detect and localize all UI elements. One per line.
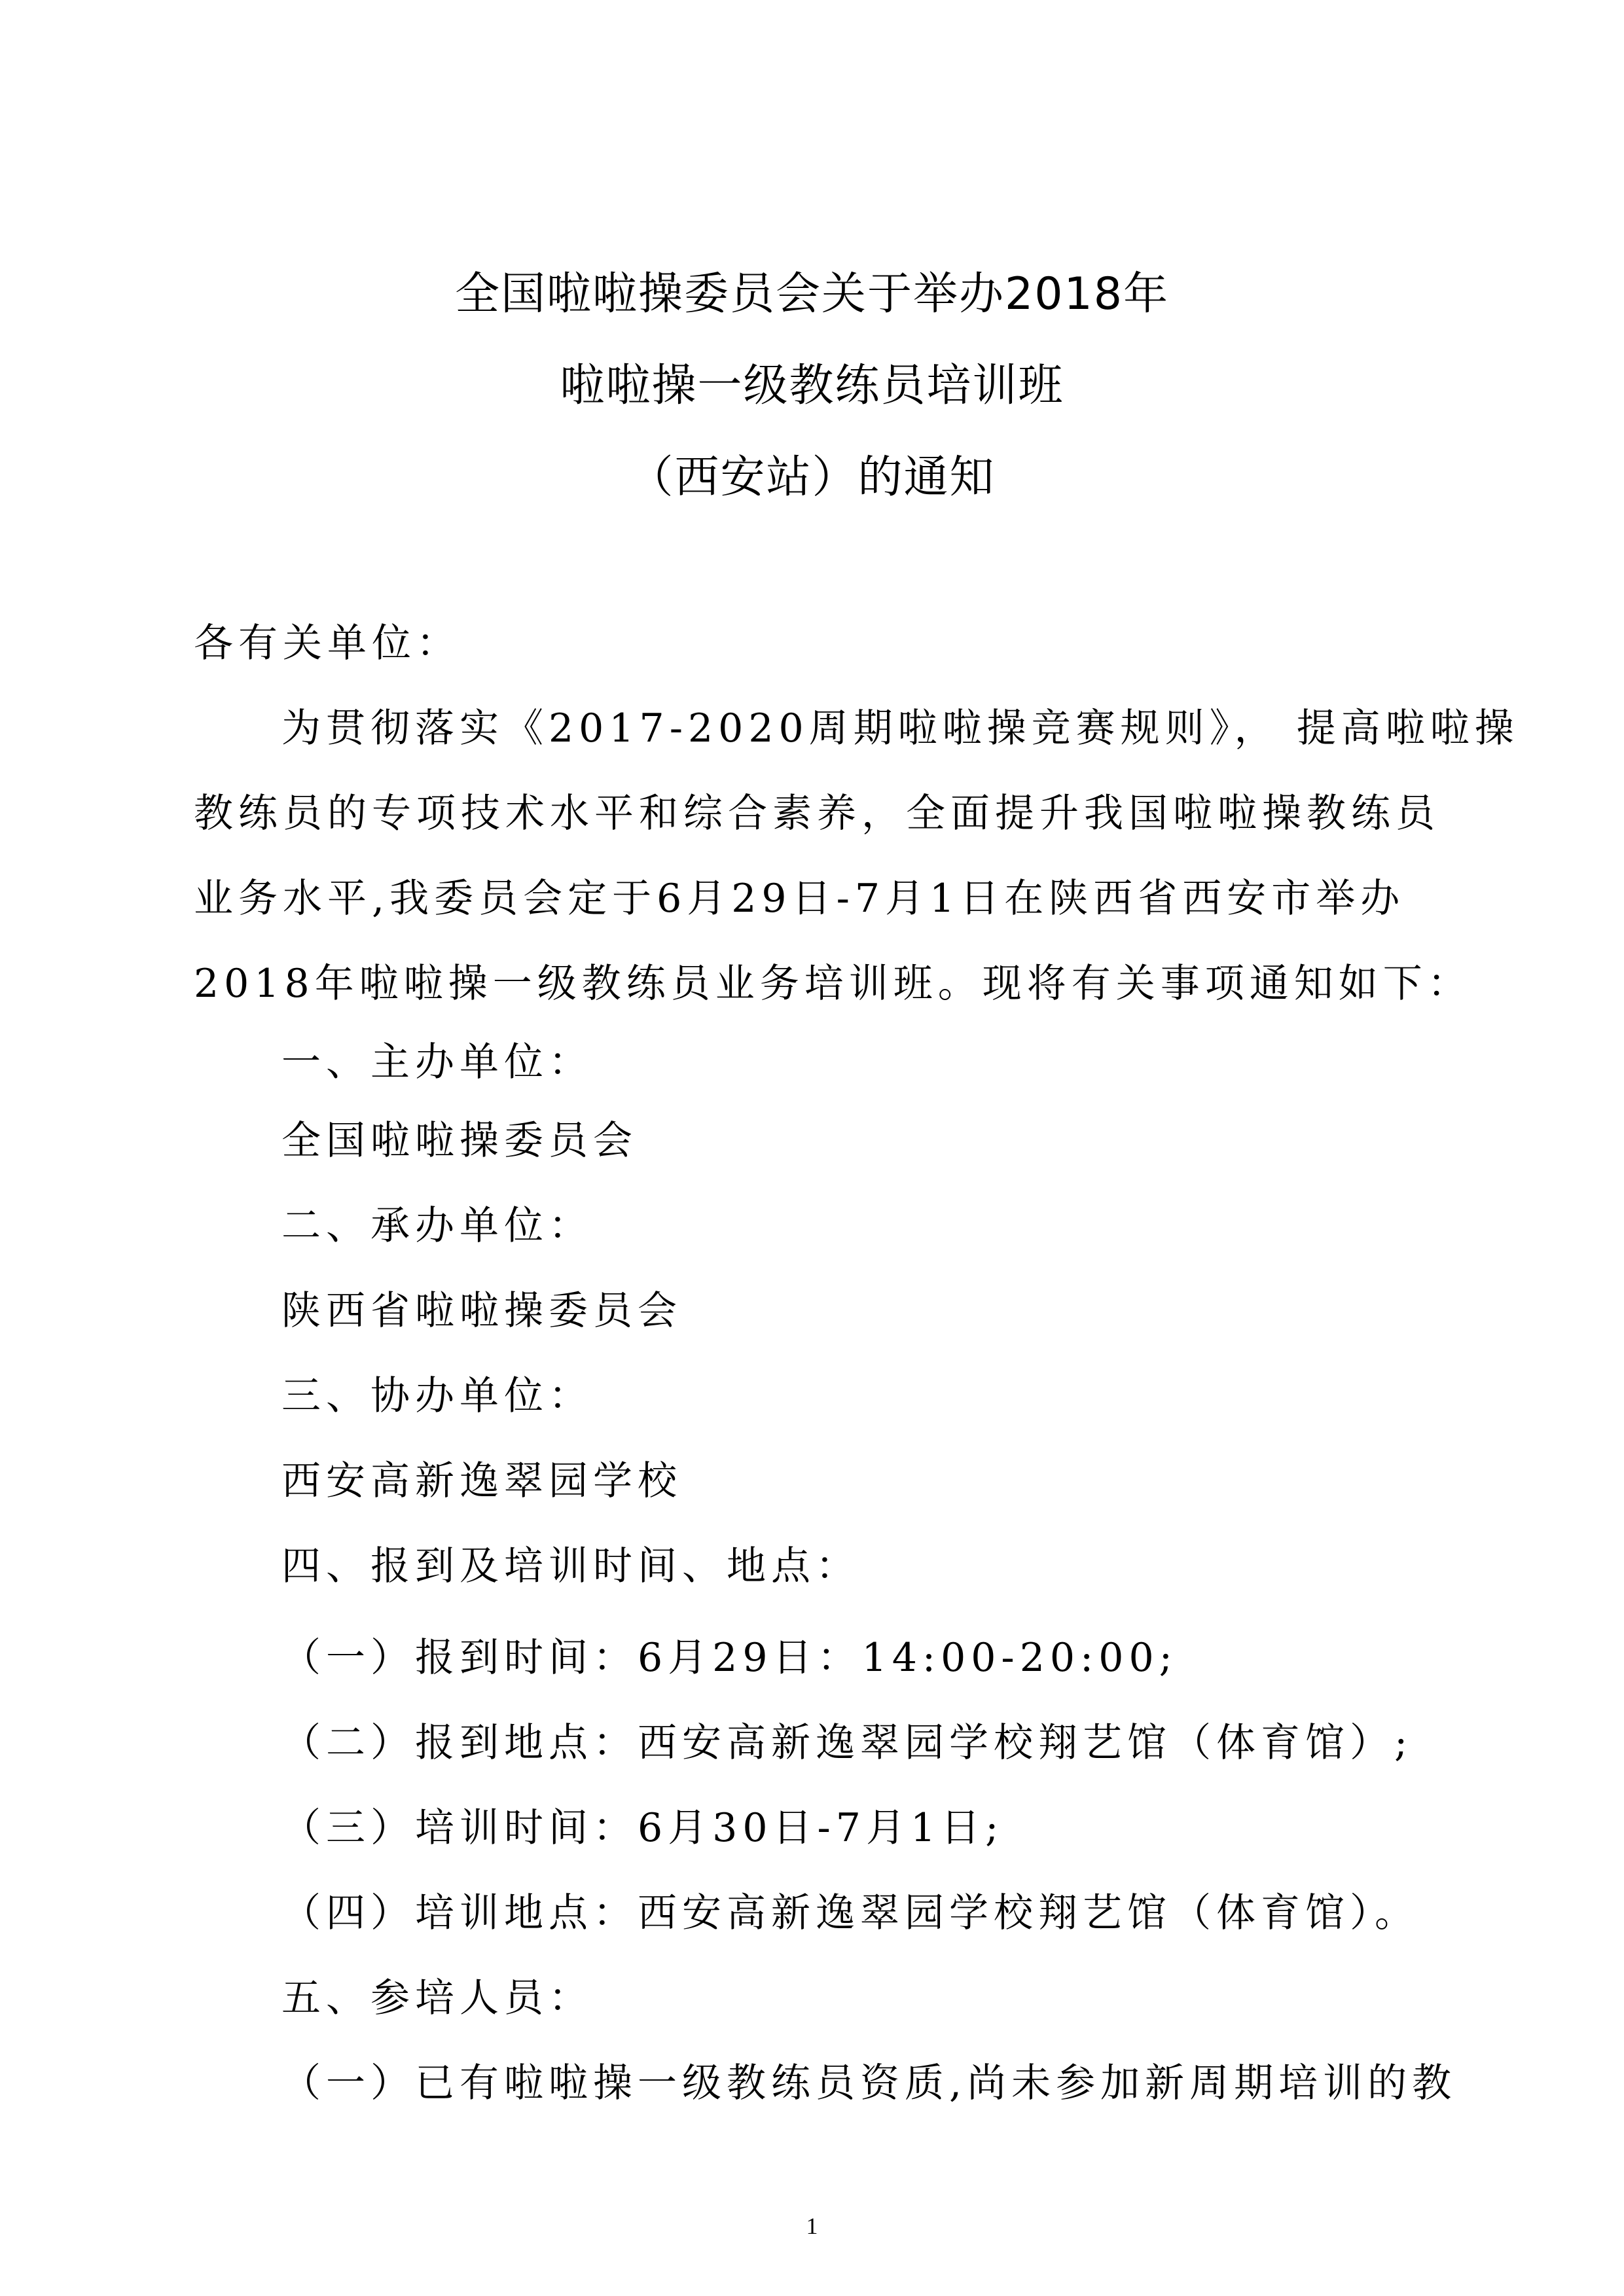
section-body-organizer: 全国啦啦操委员会 bbox=[281, 1118, 638, 1164]
intro-line: 2018年啦啦操一级教练员业务培训班。现将有关事项通知如下： bbox=[194, 961, 1472, 1007]
list-item: （二）报到地点：西安高新逸翠园学校翔艺馆（体育馆）; bbox=[281, 1720, 1413, 1766]
document-title-line-2: 啦啦操一级教练员培训班 bbox=[560, 360, 1064, 412]
list-item: （三）培训时间：6月30日-7月1日; bbox=[281, 1805, 1004, 1851]
section-heading-co-organizer: 三、协办单位： bbox=[281, 1373, 593, 1419]
intro-line: 教练员的专项技术水平和综合素养，全面提升我国啦啦操教练员 bbox=[194, 791, 1440, 836]
section-heading-participants: 五、参培人员： bbox=[281, 1975, 593, 2021]
salutation: 各有关单位： bbox=[194, 620, 461, 666]
list-item: （一）已有啦啦操一级教练员资质,尚未参加新周期培训的教 bbox=[281, 2060, 1457, 2106]
intro-line: 为贯彻落实《2017-2020周期啦啦操竞赛规则》， 提高啦啦操 bbox=[281, 706, 1519, 751]
section-body-co-organizer: 西安高新逸翠园学校 bbox=[281, 1458, 682, 1504]
section-heading-host: 二、承办单位： bbox=[281, 1203, 593, 1249]
page-number: 1 bbox=[806, 2213, 818, 2239]
document-title-line-3: （西安站）的通知 bbox=[628, 452, 996, 503]
list-item: （一）报到时间：6月29日：14:00-20:00; bbox=[281, 1635, 1178, 1681]
list-item: （四）培训地点：西安高新逸翠园学校翔艺馆（体育馆）。 bbox=[281, 1890, 1419, 1936]
section-body-host: 陕西省啦啦操委员会 bbox=[281, 1288, 682, 1334]
section-heading-organizer: 一、主办单位： bbox=[281, 1039, 593, 1085]
section-heading-time-location: 四、报到及培训时间、地点： bbox=[281, 1543, 860, 1589]
intro-line: 业务水平,我委员会定于6月29日-7月1日在陕西省西安市举办 bbox=[194, 876, 1405, 922]
document-title-line-1: 全国啦啦操委员会关于举办2018年 bbox=[454, 268, 1170, 320]
